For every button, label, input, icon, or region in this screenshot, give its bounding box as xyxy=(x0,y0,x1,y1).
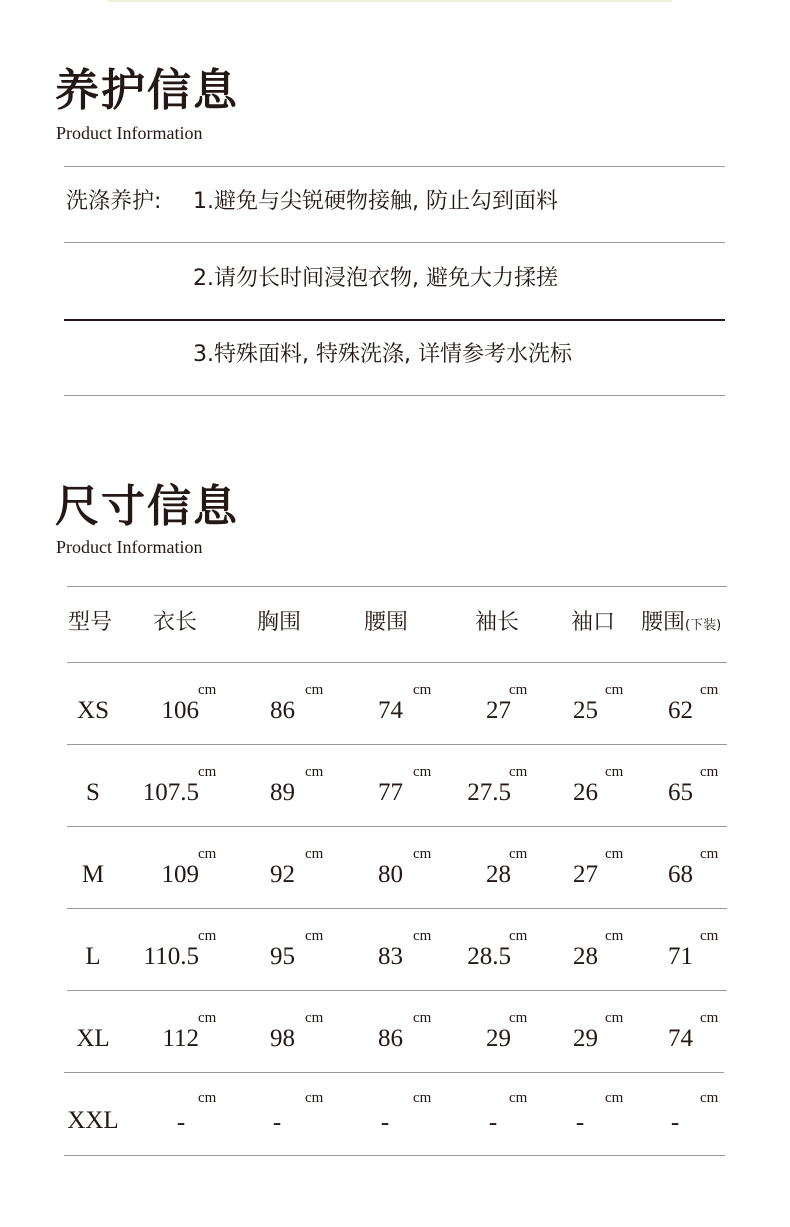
header-chest: 胸围 xyxy=(257,610,302,635)
unit-label: cm xyxy=(305,928,324,944)
care-item-3: 3.特殊面料, 特殊洗涤, 详情参考水洗标 xyxy=(193,342,572,367)
unit-label: cm xyxy=(198,928,217,944)
care-divider xyxy=(64,395,725,396)
unit-label: cm xyxy=(413,682,432,698)
care-divider-dark xyxy=(64,319,725,321)
unit-label: cm xyxy=(198,1010,217,1026)
header-cuff: 袖口 xyxy=(571,610,616,635)
table-row-line xyxy=(64,1072,724,1073)
size-section-subtitle: Product Information xyxy=(56,537,203,557)
size-label: XS xyxy=(77,697,109,724)
unit-label: cm xyxy=(605,928,624,944)
unit-label: cm xyxy=(509,1010,528,1026)
value-bottom-waist: 68 xyxy=(668,861,693,888)
unit-label: cm xyxy=(700,928,719,944)
value-length: 106 xyxy=(161,697,199,724)
value-chest: 98 xyxy=(270,1025,295,1052)
unit-label: cm xyxy=(605,846,624,862)
size-label: XXL xyxy=(67,1107,119,1134)
unit-label: cm xyxy=(700,846,719,862)
value-chest: 89 xyxy=(270,779,295,806)
value-bottom-waist: 65 xyxy=(668,779,693,806)
value-length: 110.5 xyxy=(143,943,199,970)
table-row-line xyxy=(67,744,727,745)
unit-label: cm xyxy=(305,764,324,780)
header-sleeve-length: 袖长 xyxy=(475,610,520,635)
header-waist: 腰围 xyxy=(364,610,409,635)
unit-label: cm xyxy=(700,682,719,698)
table-bottom-line xyxy=(64,1155,725,1156)
table-row-line xyxy=(67,990,727,991)
value-bottom-waist: 74 xyxy=(668,1025,693,1052)
value-length: 109 xyxy=(161,861,199,888)
value-sleeve-length: 27.5 xyxy=(467,779,511,806)
value-waist: 86 xyxy=(378,1025,403,1052)
value-chest: 86 xyxy=(270,697,295,724)
value-cuff: 26 xyxy=(573,779,598,806)
unit-label: cm xyxy=(305,1010,324,1026)
unit-label: cm xyxy=(700,764,719,780)
size-label: XL xyxy=(76,1025,110,1052)
value-waist: 77 xyxy=(378,779,403,806)
value-length: 112 xyxy=(162,1025,199,1052)
size-table-top-line xyxy=(67,586,727,587)
unit-label: cm xyxy=(413,928,432,944)
value-sleeve-length: 28.5 xyxy=(467,943,511,970)
care-label: 洗涤养护: xyxy=(66,189,162,214)
header-note: (下装) xyxy=(685,618,722,633)
table-row-line xyxy=(67,908,727,909)
unit-label: cm xyxy=(700,1010,719,1026)
value-waist: 83 xyxy=(378,943,403,970)
size-section-title: 尺寸信息 xyxy=(55,481,239,532)
unit-label: cm xyxy=(509,846,528,862)
value-sleeve-length: 28 xyxy=(486,861,511,888)
unit-label: cm xyxy=(305,682,324,698)
unit-label: cm xyxy=(509,1090,528,1106)
size-label: S xyxy=(86,779,100,806)
value-cuff: 27 xyxy=(573,861,598,888)
unit-label: cm xyxy=(509,764,528,780)
value-chest: 92 xyxy=(270,861,295,888)
value-length: 107.5 xyxy=(142,779,199,806)
care-item-1: 1.避免与尖锐硬物接触, 防止勾到面料 xyxy=(193,189,558,214)
value-bottom-waist: 62 xyxy=(668,697,693,724)
header-bottom-waist xyxy=(641,612,721,634)
value-cuff: 28 xyxy=(573,943,598,970)
unit-label: cm xyxy=(305,846,324,862)
unit-label: cm xyxy=(509,682,528,698)
unit-label: cm xyxy=(413,764,432,780)
value-waist: 74 xyxy=(378,697,403,724)
size-label: M xyxy=(81,861,105,888)
unit-label: cm xyxy=(605,682,624,698)
unit-label: cm xyxy=(509,928,528,944)
unit-label: cm xyxy=(305,1090,324,1106)
value-length: - xyxy=(176,1109,186,1136)
unit-label: cm xyxy=(700,1090,719,1106)
unit-label: cm xyxy=(605,1090,624,1106)
value-cuff: - xyxy=(575,1109,585,1136)
value-bottom-waist: 71 xyxy=(668,943,693,970)
unit-label: cm xyxy=(198,1090,217,1106)
care-item-2: 2.请勿长时间浸泡衣物, 避免大力揉搓 xyxy=(193,266,558,291)
top-accent-line xyxy=(108,0,672,2)
value-chest: 95 xyxy=(270,943,295,970)
value-sleeve-length: 29 xyxy=(486,1025,511,1052)
value-sleeve-length: - xyxy=(488,1109,498,1136)
unit-label: cm xyxy=(198,764,217,780)
header-model: 型号 xyxy=(68,610,113,635)
unit-label: cm xyxy=(198,682,217,698)
header-length: 衣长 xyxy=(153,610,198,635)
unit-label: cm xyxy=(413,1010,432,1026)
unit-label: cm xyxy=(605,1010,624,1026)
unit-label: cm xyxy=(198,846,217,862)
value-bottom-waist: - xyxy=(670,1109,680,1136)
value-sleeve-length: 27 xyxy=(486,697,511,724)
value-cuff: 25 xyxy=(573,697,598,724)
care-section-title: 养护信息 xyxy=(55,65,239,116)
care-divider xyxy=(64,166,725,167)
unit-label: cm xyxy=(413,846,432,862)
unit-label: cm xyxy=(605,764,624,780)
value-chest: - xyxy=(272,1109,282,1136)
unit-label: cm xyxy=(413,1090,432,1106)
value-waist: - xyxy=(380,1109,390,1136)
value-cuff: 29 xyxy=(573,1025,598,1052)
care-section-subtitle: Product Information xyxy=(56,123,203,143)
value-waist: 80 xyxy=(378,861,403,888)
size-label: L xyxy=(85,943,101,970)
table-row-line xyxy=(67,662,727,663)
table-row-line xyxy=(67,826,727,827)
header-bottom-waist-label: 腰围 xyxy=(641,610,686,635)
care-divider xyxy=(64,242,725,243)
